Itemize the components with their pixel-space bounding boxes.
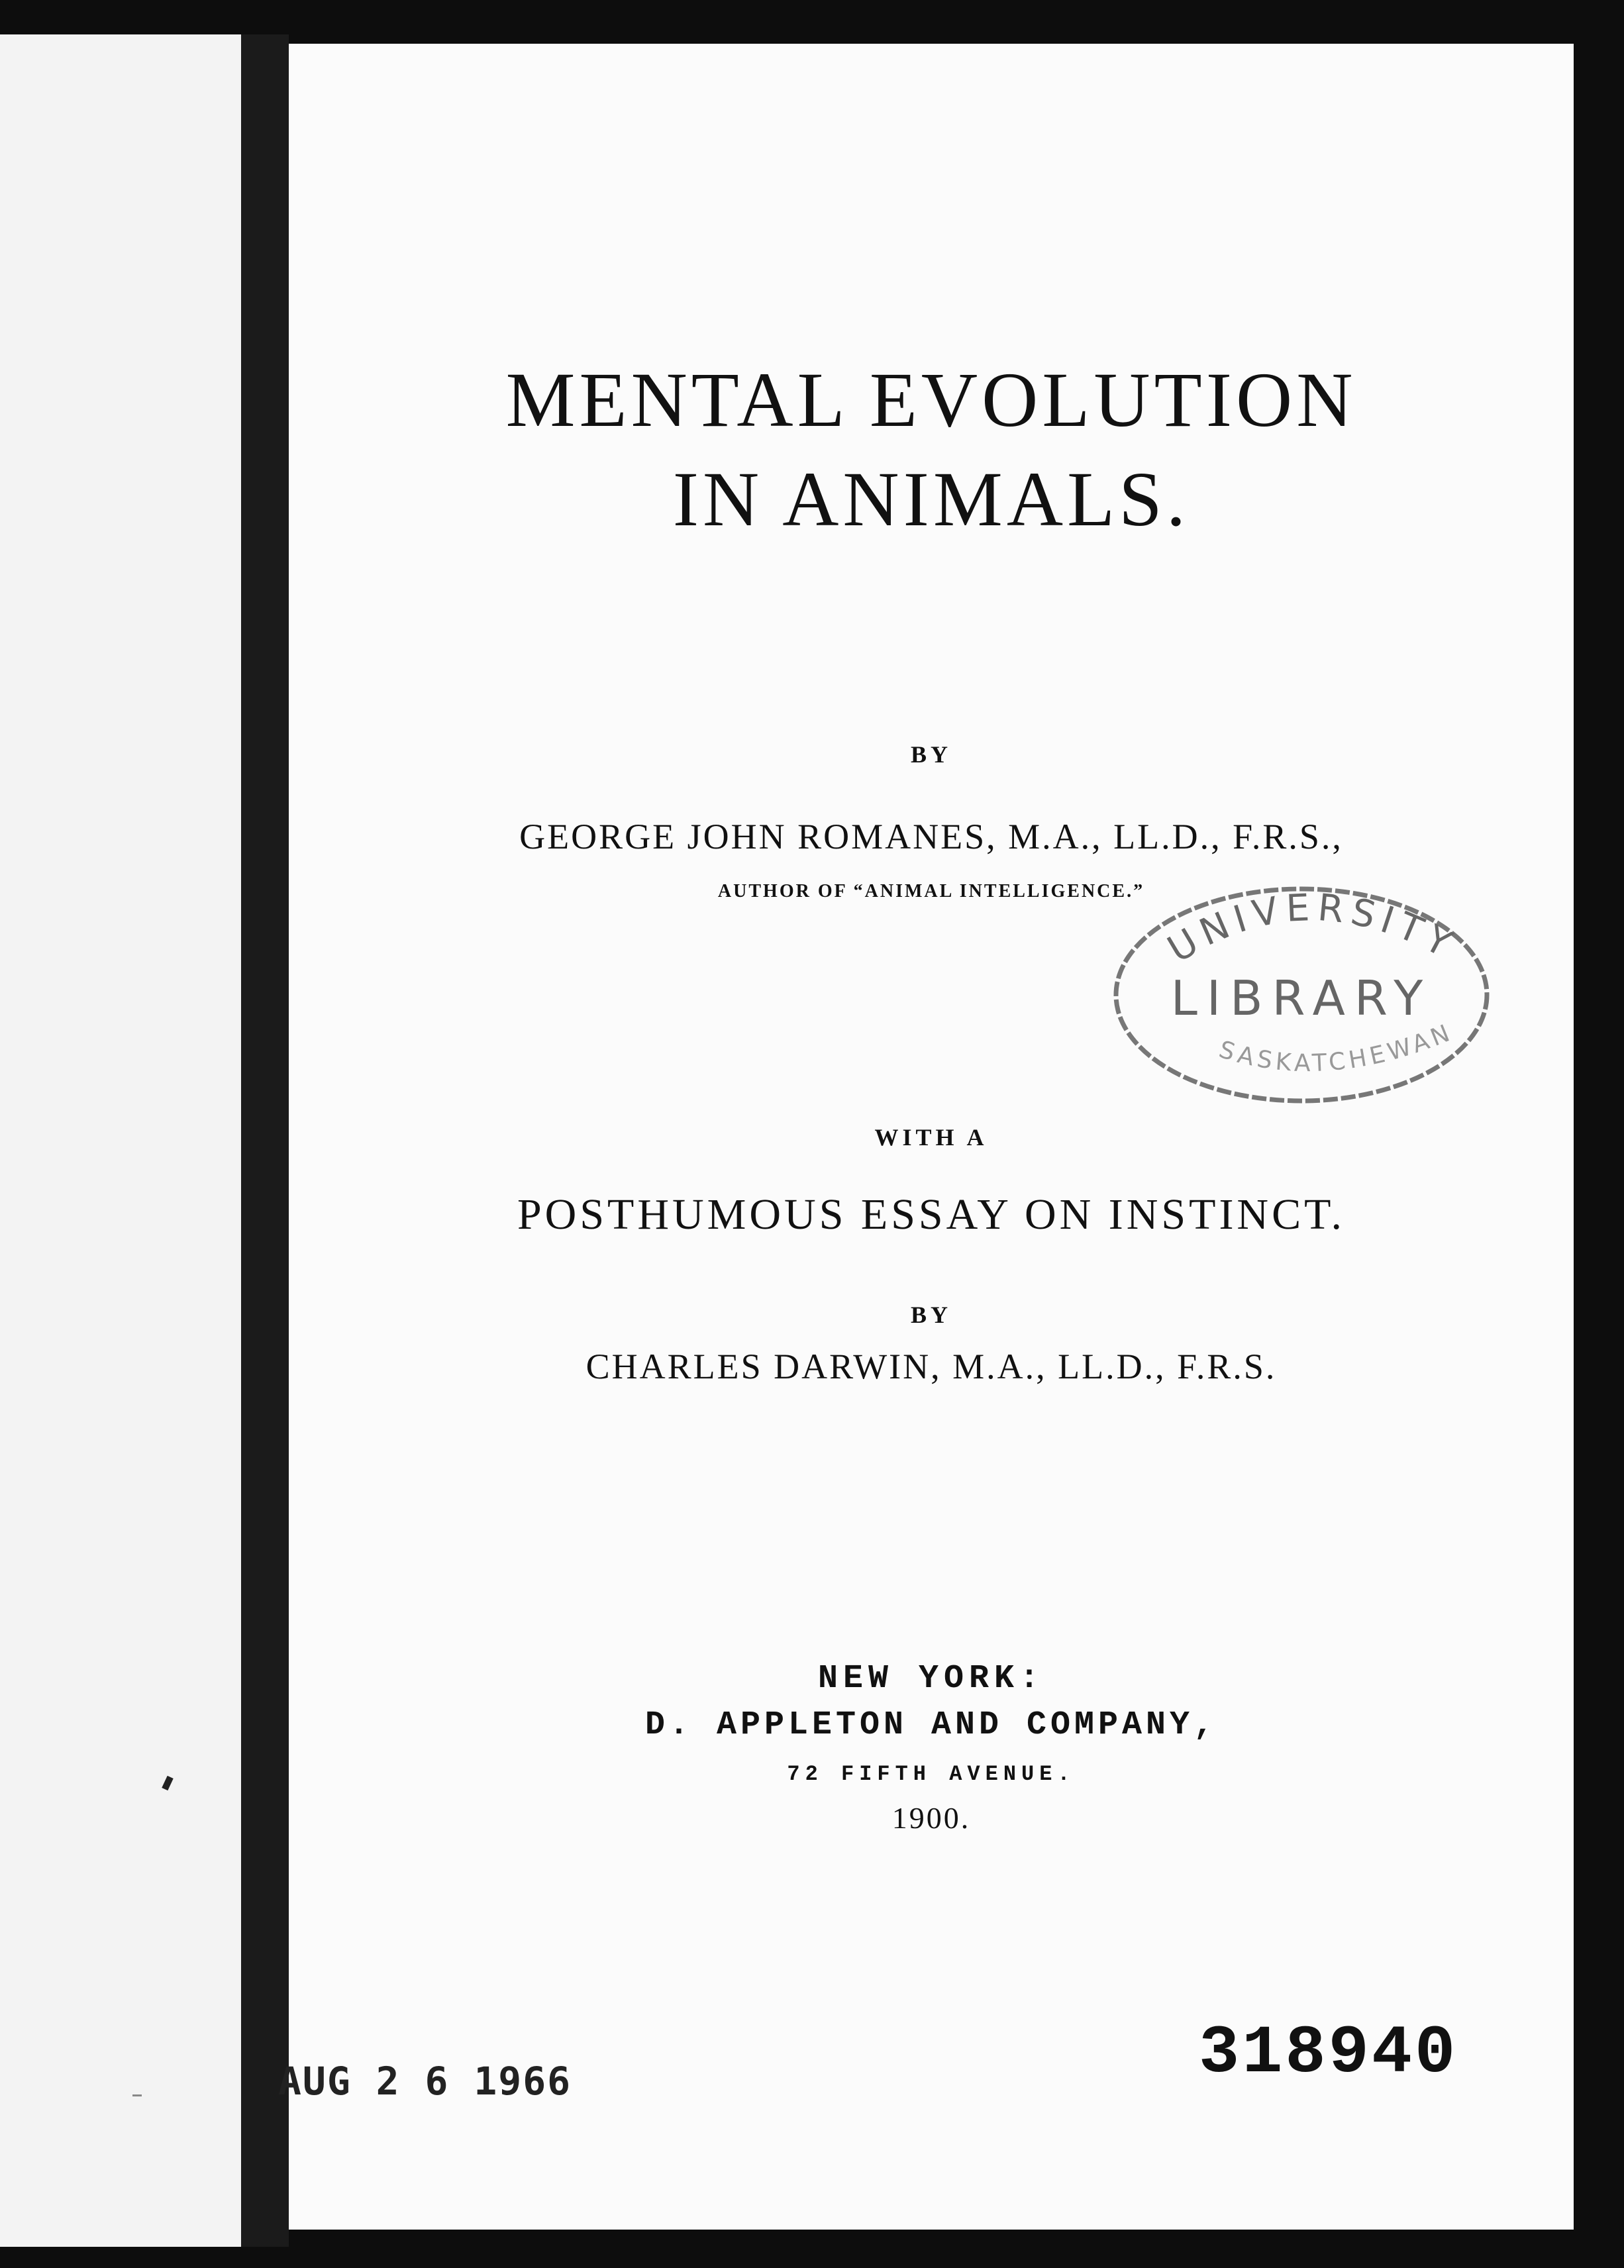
publisher-name: D. APPLETON AND COMPANY, [644,1706,1218,1744]
university-library-stamp [1103,876,1500,1114]
title-page [289,44,1574,2230]
stamp-top-text: UNIVERSITY [1160,886,1464,972]
with-a-label: WITH A [874,1124,988,1151]
essay-author: CHARLES DARWIN, M.A., LL.D., F.R.S. [585,1347,1277,1386]
ink-speck [162,1776,174,1790]
book-title-line-1: MENTAL EVOLUTION [505,356,1357,443]
book-title-line-2: IN ANIMALS. [672,456,1190,542]
publication-year: 1900. [891,1801,971,1835]
stamp-middle-text: LIBRARY [1170,970,1433,1026]
svg-text:SASKATCHEWAN [1216,1019,1457,1078]
ink-speck [132,2094,142,2096]
author-name: GEORGE JOHN ROMANES, M.A., LL.D., F.R.S., [519,817,1343,856]
date-stamp: AUG 2 6 1966 [278,2059,572,2104]
svg-text:UNIVERSITY [1160,886,1464,972]
publisher-city: NEW YORK: [817,1660,1045,1698]
stamp-bottom-text: SASKATCHEWAN [1215,1018,1458,1078]
book-spine-gutter [241,34,289,2247]
publisher-address: 72 FIFTH AVENUE. [787,1762,1076,1786]
essay-title: POSTHUMOUS ESSAY ON INSTINCT. [517,1190,1346,1239]
essay-by-label: BY [910,1302,952,1328]
author-note: AUTHOR OF “ANIMAL INTELLIGENCE.” [717,881,1145,902]
accession-number: 318940 [1199,2015,1458,2092]
left-page [0,34,241,2247]
by-label: BY [910,741,952,768]
